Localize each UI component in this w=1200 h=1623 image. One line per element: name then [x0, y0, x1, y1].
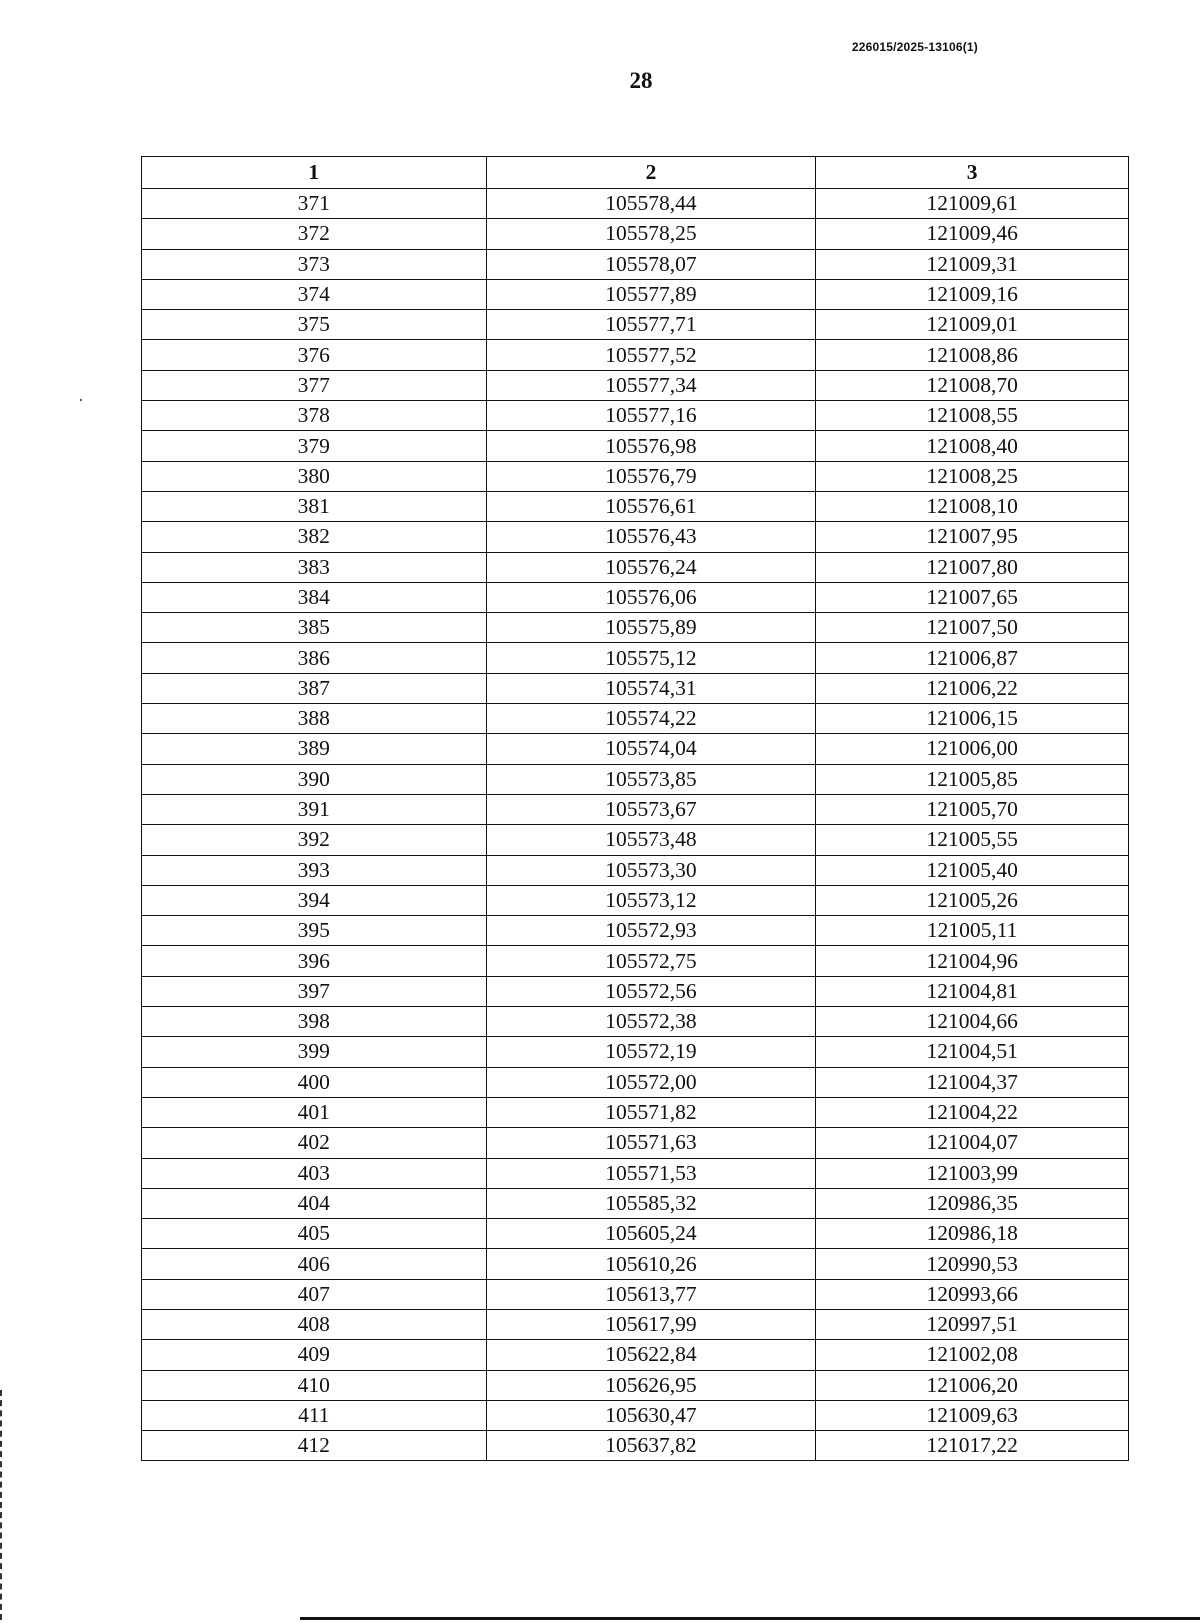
point-number-cell: 401: [142, 1097, 487, 1127]
y-coordinate-cell: 121005,70: [816, 794, 1129, 824]
table-row: [142, 370, 1129, 400]
x-coordinate-cell: 105577,71: [486, 310, 816, 340]
y-coordinate-cell: 121002,08: [816, 1340, 1129, 1370]
point-number-cell: 400: [142, 1067, 487, 1097]
x-coordinate-cell: 105626,95: [486, 1370, 816, 1400]
y-coordinate-cell: 121008,25: [816, 461, 1129, 491]
y-coordinate-cell: 121004,66: [816, 1007, 1129, 1037]
x-coordinate-cell: 105576,79: [486, 461, 816, 491]
y-coordinate-cell: 121007,50: [816, 613, 1129, 643]
table-row: [142, 401, 1129, 431]
point-number-cell: 375: [142, 310, 487, 340]
table-row: [142, 1037, 1129, 1067]
table-row: [142, 1097, 1129, 1127]
point-number-cell: 384: [142, 582, 487, 612]
table-row: [142, 855, 1129, 885]
x-coordinate-cell: 105630,47: [486, 1400, 816, 1430]
point-number-cell: 394: [142, 885, 487, 915]
scan-bottom-line: [300, 1617, 1200, 1620]
table-row: [142, 673, 1129, 703]
y-coordinate-cell: 121005,85: [816, 764, 1129, 794]
table-row: [142, 431, 1129, 461]
x-coordinate-cell: 105617,99: [486, 1309, 816, 1339]
x-coordinate-cell: 105574,31: [486, 673, 816, 703]
point-number-cell: 389: [142, 734, 487, 764]
table-body: [142, 189, 1129, 1461]
y-coordinate-cell: 121009,61: [816, 189, 1129, 219]
x-coordinate-cell: 105578,07: [486, 249, 816, 279]
x-coordinate-cell: 105576,43: [486, 522, 816, 552]
table-row: [142, 340, 1129, 370]
x-coordinate-cell: 105571,82: [486, 1097, 816, 1127]
page-number: 28: [629, 68, 653, 93]
y-coordinate-cell: 121009,63: [816, 1400, 1129, 1430]
x-coordinate-cell: 105573,85: [486, 764, 816, 794]
point-number-cell: 412: [142, 1431, 487, 1461]
y-coordinate-cell: 121006,87: [816, 643, 1129, 673]
y-coordinate-cell: 120986,35: [816, 1188, 1129, 1218]
y-coordinate-cell: 121008,40: [816, 431, 1129, 461]
point-number-cell: 399: [142, 1037, 487, 1067]
column-header-2: 2: [486, 157, 816, 189]
x-coordinate-cell: 105585,32: [486, 1188, 816, 1218]
point-number-cell: 390: [142, 764, 487, 794]
y-coordinate-cell: 121005,26: [816, 885, 1129, 915]
point-number-cell: 405: [142, 1219, 487, 1249]
point-number-cell: 407: [142, 1279, 487, 1309]
table-row: [142, 310, 1129, 340]
y-coordinate-cell: 121008,10: [816, 491, 1129, 521]
table-row: [142, 613, 1129, 643]
table-row: [142, 189, 1129, 219]
x-coordinate-cell: 105573,12: [486, 885, 816, 915]
coordinates-table: [141, 156, 1129, 1461]
x-coordinate-cell: 105577,16: [486, 401, 816, 431]
x-coordinate-cell: 105577,52: [486, 340, 816, 370]
x-coordinate-cell: 105571,53: [486, 1158, 816, 1188]
table-row: [142, 1188, 1129, 1218]
table-row: [142, 249, 1129, 279]
y-coordinate-cell: 121006,20: [816, 1370, 1129, 1400]
point-number-cell: 386: [142, 643, 487, 673]
table-row: [142, 582, 1129, 612]
y-coordinate-cell: 121004,22: [816, 1097, 1129, 1127]
point-number-cell: 392: [142, 825, 487, 855]
y-coordinate-cell: 121009,46: [816, 219, 1129, 249]
x-coordinate-cell: 105572,00: [486, 1067, 816, 1097]
y-coordinate-cell: 121005,55: [816, 825, 1129, 855]
point-number-cell: 404: [142, 1188, 487, 1218]
y-coordinate-cell: 121004,07: [816, 1128, 1129, 1158]
y-coordinate-cell: 121006,22: [816, 673, 1129, 703]
point-number-cell: 391: [142, 794, 487, 824]
table-row: [142, 764, 1129, 794]
point-number-cell: 411: [142, 1400, 487, 1430]
y-coordinate-cell: 121005,11: [816, 916, 1129, 946]
y-coordinate-cell: 121009,01: [816, 310, 1129, 340]
point-number-cell: 409: [142, 1340, 487, 1370]
table-row: [142, 825, 1129, 855]
point-number-cell: 397: [142, 976, 487, 1006]
y-coordinate-cell: 121007,80: [816, 552, 1129, 582]
y-coordinate-cell: 121003,99: [816, 1158, 1129, 1188]
y-coordinate-cell: 121007,65: [816, 582, 1129, 612]
point-number-cell: 402: [142, 1128, 487, 1158]
column-header-3: 3: [816, 157, 1129, 189]
point-number-cell: 374: [142, 279, 487, 309]
table-row: [142, 1128, 1129, 1158]
table-row: [142, 1249, 1129, 1279]
table-row: [142, 1370, 1129, 1400]
x-coordinate-cell: 105575,12: [486, 643, 816, 673]
x-coordinate-cell: 105573,48: [486, 825, 816, 855]
point-number-cell: 378: [142, 401, 487, 431]
x-coordinate-cell: 105573,30: [486, 855, 816, 885]
point-number-cell: 398: [142, 1007, 487, 1037]
table-row: [142, 1309, 1129, 1339]
point-number-cell: 387: [142, 673, 487, 703]
point-number-cell: 380: [142, 461, 487, 491]
x-coordinate-cell: 105571,63: [486, 1128, 816, 1158]
point-number-cell: 383: [142, 552, 487, 582]
x-coordinate-cell: 105578,44: [486, 189, 816, 219]
y-coordinate-cell: 120997,51: [816, 1309, 1129, 1339]
point-number-cell: 410: [142, 1370, 487, 1400]
y-coordinate-cell: 121005,40: [816, 855, 1129, 885]
point-number-cell: 406: [142, 1249, 487, 1279]
table-row: [142, 1279, 1129, 1309]
x-coordinate-cell: 105622,84: [486, 1340, 816, 1370]
point-number-cell: 379: [142, 431, 487, 461]
y-coordinate-cell: 121008,55: [816, 401, 1129, 431]
x-coordinate-cell: 105572,19: [486, 1037, 816, 1067]
table-row: [142, 219, 1129, 249]
scan-edge-mark: [0, 1390, 5, 1620]
y-coordinate-cell: 121004,81: [816, 976, 1129, 1006]
y-coordinate-cell: 121004,51: [816, 1037, 1129, 1067]
point-number-cell: 408: [142, 1309, 487, 1339]
y-coordinate-cell: 121004,96: [816, 946, 1129, 976]
point-number-cell: 381: [142, 491, 487, 521]
x-coordinate-cell: 105576,06: [486, 582, 816, 612]
y-coordinate-cell: 121017,22: [816, 1431, 1129, 1461]
x-coordinate-cell: 105575,89: [486, 613, 816, 643]
table-row: [142, 491, 1129, 521]
y-coordinate-cell: 121006,15: [816, 704, 1129, 734]
x-coordinate-cell: 105578,25: [486, 219, 816, 249]
table-row: [142, 552, 1129, 582]
document-id: 226015/2025-13106(1): [851, 40, 978, 54]
table-row: [142, 279, 1129, 309]
x-coordinate-cell: 105574,22: [486, 704, 816, 734]
scan-speck: [80, 399, 82, 401]
x-coordinate-cell: 105613,77: [486, 1279, 816, 1309]
table-row: [142, 1340, 1129, 1370]
table-row: [142, 704, 1129, 734]
table-row: [142, 643, 1129, 673]
table-header-row: [142, 157, 1129, 189]
table-row: [142, 1400, 1129, 1430]
x-coordinate-cell: 105574,04: [486, 734, 816, 764]
y-coordinate-cell: 121008,86: [816, 340, 1129, 370]
table-row: [142, 1007, 1129, 1037]
x-coordinate-cell: 105576,24: [486, 552, 816, 582]
x-coordinate-cell: 105572,93: [486, 916, 816, 946]
point-number-cell: 382: [142, 522, 487, 552]
y-coordinate-cell: 121006,00: [816, 734, 1129, 764]
x-coordinate-cell: 105572,38: [486, 1007, 816, 1037]
table-row: [142, 1158, 1129, 1188]
point-number-cell: 372: [142, 219, 487, 249]
table-row: [142, 522, 1129, 552]
point-number-cell: 388: [142, 704, 487, 734]
y-coordinate-cell: 120993,66: [816, 1279, 1129, 1309]
point-number-cell: 396: [142, 946, 487, 976]
x-coordinate-cell: 105572,75: [486, 946, 816, 976]
x-coordinate-cell: 105576,98: [486, 431, 816, 461]
table-row: [142, 1219, 1129, 1249]
x-coordinate-cell: 105610,26: [486, 1249, 816, 1279]
table-row: [142, 1431, 1129, 1461]
y-coordinate-cell: 121007,95: [816, 522, 1129, 552]
point-number-cell: 376: [142, 340, 487, 370]
point-number-cell: 377: [142, 370, 487, 400]
y-coordinate-cell: 121009,31: [816, 249, 1129, 279]
x-coordinate-cell: 105573,67: [486, 794, 816, 824]
table-row: [142, 916, 1129, 946]
point-number-cell: 385: [142, 613, 487, 643]
table-row: [142, 976, 1129, 1006]
x-coordinate-cell: 105572,56: [486, 976, 816, 1006]
y-coordinate-cell: 120990,53: [816, 1249, 1129, 1279]
x-coordinate-cell: 105576,61: [486, 491, 816, 521]
column-header-1: 1: [142, 157, 487, 189]
table-row: [142, 461, 1129, 491]
table-row: [142, 946, 1129, 976]
x-coordinate-cell: 105577,34: [486, 370, 816, 400]
x-coordinate-cell: 105577,89: [486, 279, 816, 309]
point-number-cell: 371: [142, 189, 487, 219]
table-row: [142, 734, 1129, 764]
table-row: [142, 885, 1129, 915]
table-row: [142, 1067, 1129, 1097]
x-coordinate-cell: 105637,82: [486, 1431, 816, 1461]
x-coordinate-cell: 105605,24: [486, 1219, 816, 1249]
table-row: [142, 794, 1129, 824]
point-number-cell: 395: [142, 916, 487, 946]
y-coordinate-cell: 121004,37: [816, 1067, 1129, 1097]
point-number-cell: 373: [142, 249, 487, 279]
point-number-cell: 403: [142, 1158, 487, 1188]
y-coordinate-cell: 121009,16: [816, 279, 1129, 309]
y-coordinate-cell: 120986,18: [816, 1219, 1129, 1249]
y-coordinate-cell: 121008,70: [816, 370, 1129, 400]
point-number-cell: 393: [142, 855, 487, 885]
